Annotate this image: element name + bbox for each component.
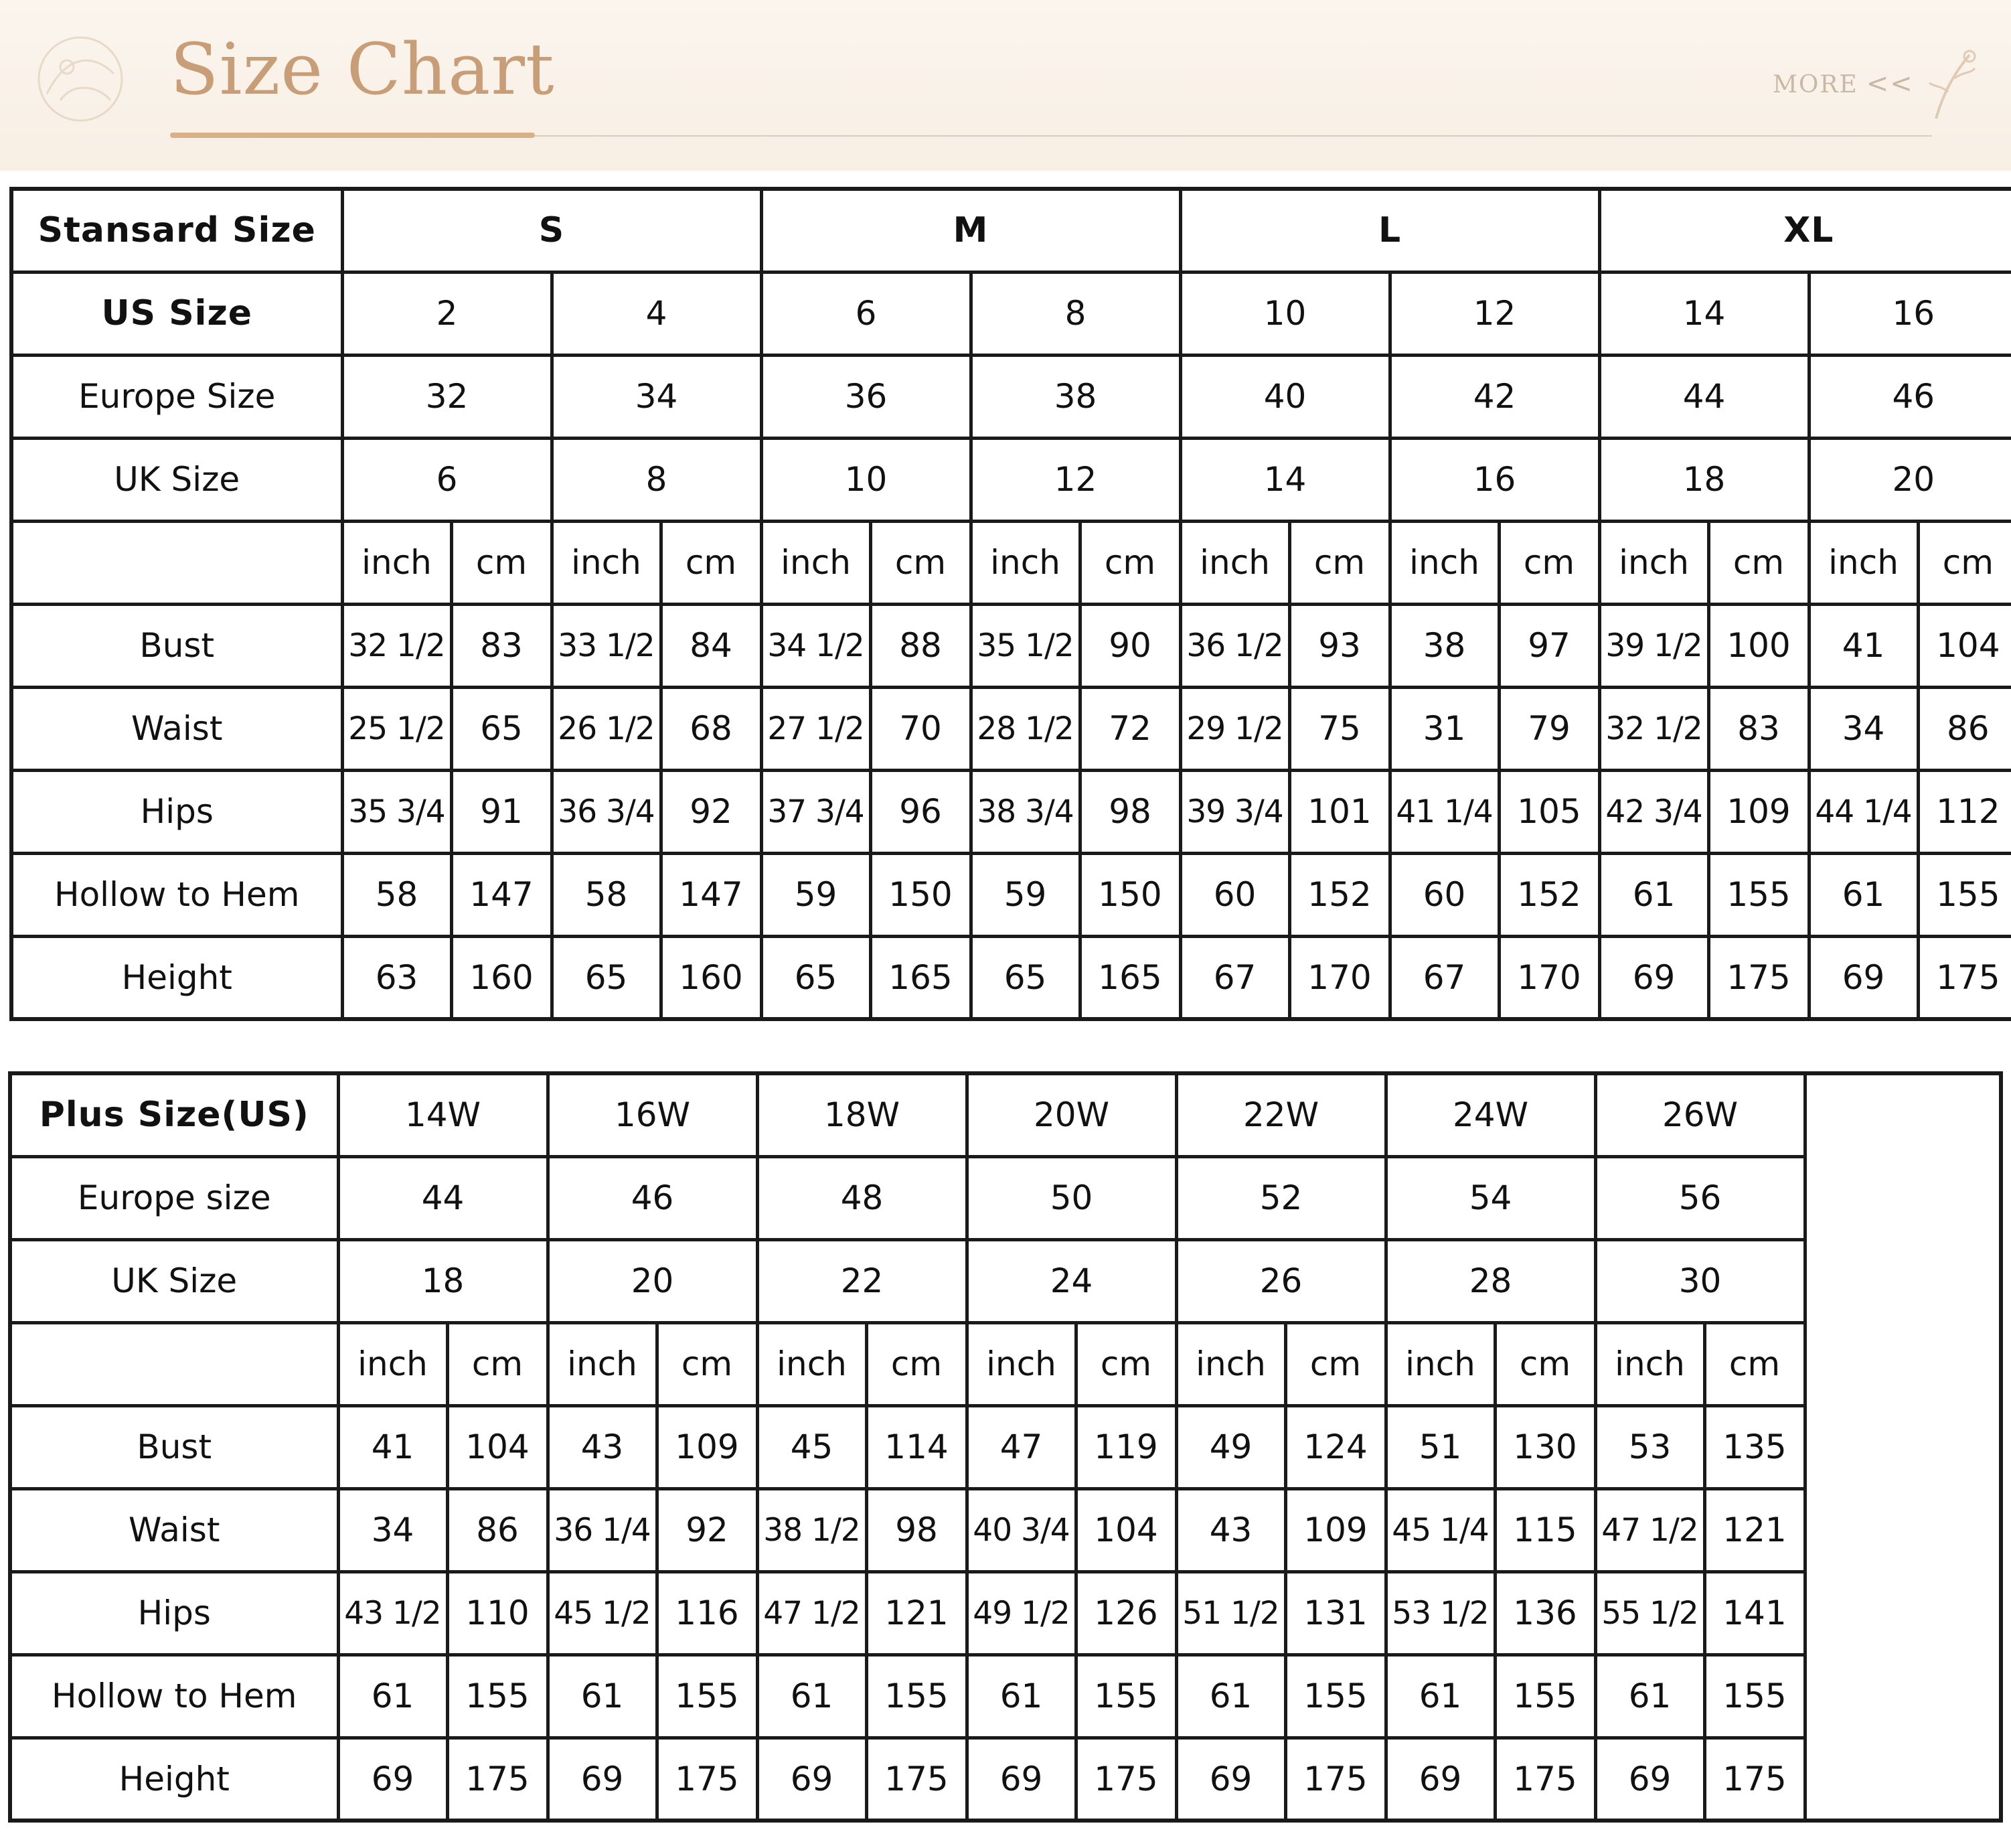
measurement-value: 67 [1180, 936, 1289, 1019]
measurement-value: 69 [1386, 1738, 1495, 1821]
measurement-value: 44 1/4 [1809, 770, 1918, 853]
measurement-value: 61 [1809, 853, 1918, 936]
plus-uk-size-cell: 18 [338, 1239, 548, 1322]
unit-inch: inch [1599, 521, 1708, 604]
measurement-value: 155 [447, 1654, 548, 1738]
measurement-value: 69 [548, 1738, 657, 1821]
measurement-value: 126 [1076, 1571, 1176, 1654]
unit-cm: cm [1499, 521, 1599, 604]
measurement-value: 63 [342, 936, 451, 1019]
measurement-value: 160 [661, 936, 761, 1019]
measurement-value: 84 [661, 604, 761, 687]
measurement-value: 43 [1176, 1488, 1285, 1571]
measurement-value: 58 [342, 853, 451, 936]
unit-inch: inch [1176, 1322, 1285, 1405]
size-group-l: L [1180, 189, 1599, 272]
measurement-value: 91 [451, 770, 552, 853]
measurement-value: 155 [1708, 853, 1809, 936]
unit-cm: cm [866, 1322, 967, 1405]
measurement-value: 79 [1499, 687, 1599, 770]
measurement-value: 53 1/2 [1386, 1571, 1495, 1654]
measurement-value: 32 1/2 [342, 604, 451, 687]
measurement-value: 88 [870, 604, 971, 687]
standard-measurements [11, 604, 2011, 1019]
measurement-value: 59 [761, 853, 870, 936]
unit-inch: inch [1390, 521, 1499, 604]
unit-inch: inch [1809, 521, 1918, 604]
measurement-value: 114 [866, 1405, 967, 1488]
measurement-value: 34 [1809, 687, 1918, 770]
uk-size-cell: 18 [1599, 438, 1809, 521]
measurement-value: 36 3/4 [552, 770, 661, 853]
us-size-cell: 8 [971, 272, 1180, 355]
measurement-value: 101 [1289, 770, 1390, 853]
europe-size-cell: 36 [761, 355, 971, 438]
measurement-value: 116 [657, 1571, 757, 1654]
us-size-row [11, 272, 2011, 355]
measurement-value: 105 [1499, 770, 1599, 853]
measurement-value: 38 1/2 [757, 1488, 866, 1571]
measurement-value: 27 1/2 [761, 687, 870, 770]
uk-size-cell: 10 [761, 438, 971, 521]
europe-size-cell: 32 [342, 355, 552, 438]
measurement-value: 104 [1076, 1488, 1176, 1571]
flower-sprig-icon [1923, 48, 1980, 122]
unit-cm: cm [1080, 521, 1180, 604]
unit-inch: inch [1180, 521, 1289, 604]
measurement-value: 83 [451, 604, 552, 687]
measurement-value: 36 1/4 [548, 1488, 657, 1571]
measurement-value: 67 [1390, 936, 1499, 1019]
measurement-row [11, 687, 2011, 770]
measurement-value: 175 [1076, 1738, 1176, 1821]
unit-inch: inch [552, 521, 661, 604]
measurement-value: 69 [1809, 936, 1918, 1019]
measurement-value: 45 1/2 [548, 1571, 657, 1654]
measurement-value: 61 [1595, 1654, 1704, 1738]
measurement-value: 175 [866, 1738, 967, 1821]
measurement-value: 104 [1918, 604, 2011, 687]
measurement-value: 135 [1704, 1405, 1805, 1488]
measurement-value: 165 [1080, 936, 1180, 1019]
measurement-value: 92 [661, 770, 761, 853]
unit-cm: cm [451, 521, 552, 604]
measurement-value: 109 [1708, 770, 1809, 853]
measurement-value: 61 [338, 1654, 447, 1738]
measurement-value: 115 [1495, 1488, 1595, 1571]
unit-inch: inch [1595, 1322, 1704, 1405]
more-link[interactable] [1773, 68, 1914, 99]
plus-size-label: Plus Size(US) [10, 1073, 338, 1156]
unit-cm: cm [657, 1322, 757, 1405]
measurement-value: 175 [447, 1738, 548, 1821]
measurement-value: 38 [1390, 604, 1499, 687]
measurement-value: 43 1/2 [338, 1571, 447, 1654]
uk-size-cell: 8 [552, 438, 761, 521]
measurement-label: Hips [11, 770, 342, 853]
plus-uk-size-cell: 20 [548, 1239, 757, 1322]
measurement-value: 147 [661, 853, 761, 936]
us-size-cell: 10 [1180, 272, 1390, 355]
size-group-s: S [342, 189, 761, 272]
us-size-cell: 16 [1809, 272, 2011, 355]
measurement-value: 93 [1289, 604, 1390, 687]
unit-inch: inch [971, 521, 1080, 604]
measurement-value: 97 [1499, 604, 1599, 687]
measurement-row [11, 604, 2011, 687]
measurement-value: 61 [1599, 853, 1708, 936]
measurement-value: 155 [1076, 1654, 1176, 1738]
measurement-value: 28 1/2 [971, 687, 1080, 770]
unit-cm: cm [447, 1322, 548, 1405]
measurement-value: 69 [757, 1738, 866, 1821]
measurement-value: 98 [866, 1488, 967, 1571]
measurement-value: 150 [870, 853, 971, 936]
double-chevron-left-icon: << [1866, 68, 1914, 99]
measurement-label: Hollow to Hem [11, 853, 342, 936]
measurement-value: 35 3/4 [342, 770, 451, 853]
measurement-value: 53 [1595, 1405, 1704, 1488]
measurement-value: 61 [967, 1654, 1076, 1738]
measurement-value: 65 [761, 936, 870, 1019]
size-group-xl: XL [1599, 189, 2011, 272]
measurement-row [10, 1571, 2001, 1654]
measurement-value: 69 [1595, 1738, 1704, 1821]
measurement-value: 136 [1495, 1571, 1595, 1654]
us-size-label: US Size [11, 272, 342, 355]
measurement-row [11, 853, 2011, 936]
measurement-value: 65 [971, 936, 1080, 1019]
measurement-value: 131 [1285, 1571, 1386, 1654]
measurement-value: 61 [548, 1654, 657, 1738]
measurement-value: 69 [338, 1738, 447, 1821]
measurement-value: 170 [1289, 936, 1390, 1019]
measurement-label: Waist [10, 1488, 338, 1571]
measurement-value: 141 [1704, 1571, 1805, 1654]
measurement-value: 109 [1285, 1488, 1386, 1571]
plus-unit-row-blank [10, 1322, 338, 1405]
measurement-value: 155 [1704, 1654, 1805, 1738]
us-size-cell: 4 [552, 272, 761, 355]
plus-measurements [10, 1405, 2001, 1821]
europe-size-cell: 44 [1599, 355, 1809, 438]
plus-uk-size-cell: 28 [1386, 1239, 1595, 1322]
unit-inch: inch [342, 521, 451, 604]
measurement-value: 175 [1704, 1738, 1805, 1821]
unit-cm: cm [1285, 1322, 1386, 1405]
measurement-value: 26 1/2 [552, 687, 661, 770]
unit-cm: cm [1495, 1322, 1595, 1405]
plus-table-empty-area [1805, 1073, 2001, 1405]
measurement-value: 43 [548, 1405, 657, 1488]
plus-us-size-cell: 16W [548, 1073, 757, 1156]
measurement-value: 41 [1809, 604, 1918, 687]
measurement-value: 65 [451, 687, 552, 770]
plus-uk-size-label: UK Size [10, 1239, 338, 1322]
measurement-value: 150 [1080, 853, 1180, 936]
plus-uk-size-cell: 26 [1176, 1239, 1386, 1322]
floral-ornament-icon [20, 27, 141, 127]
measurement-value: 34 [338, 1488, 447, 1571]
measurement-value: 92 [657, 1488, 757, 1571]
us-size-cell: 6 [761, 272, 971, 355]
plus-uk-size-row [10, 1239, 2001, 1322]
measurement-value: 41 [338, 1405, 447, 1488]
europe-size-row [11, 355, 2011, 438]
measurement-value: 152 [1289, 853, 1390, 936]
unit-cm: cm [1076, 1322, 1176, 1405]
measurement-value: 86 [447, 1488, 548, 1571]
uk-size-cell: 16 [1390, 438, 1599, 521]
us-size-cell: 14 [1599, 272, 1809, 355]
plus-europe-size-cell: 44 [338, 1156, 548, 1239]
uk-size-cell: 12 [971, 438, 1180, 521]
measurement-value: 49 1/2 [967, 1571, 1076, 1654]
measurement-label: Bust [11, 604, 342, 687]
measurement-value: 175 [1285, 1738, 1386, 1821]
measurement-value: 60 [1180, 853, 1289, 936]
measurement-value: 130 [1495, 1405, 1595, 1488]
measurement-value: 83 [1708, 687, 1809, 770]
measurement-value: 69 [1599, 936, 1708, 1019]
measurement-row [10, 1488, 2001, 1571]
measurement-value: 110 [447, 1571, 548, 1654]
unit-cm: cm [661, 521, 761, 604]
us-size-cell: 2 [342, 272, 552, 355]
measurement-label: Height [10, 1738, 338, 1821]
plus-europe-size-cell: 54 [1386, 1156, 1595, 1239]
measurement-value: 96 [870, 770, 971, 853]
measurement-value: 38 3/4 [971, 770, 1080, 853]
plus-size-table [8, 1071, 2003, 1823]
standard-size-label: Stansard Size [11, 189, 342, 272]
measurement-value: 124 [1285, 1405, 1386, 1488]
measurement-value: 65 [552, 936, 661, 1019]
measurement-value: 165 [870, 936, 971, 1019]
measurement-value: 155 [1918, 853, 2011, 936]
measurement-value: 112 [1918, 770, 2011, 853]
measurement-value: 55 1/2 [1595, 1571, 1704, 1654]
measurement-value: 33 1/2 [552, 604, 661, 687]
measurement-value: 100 [1708, 604, 1809, 687]
plus-uk-size-cell: 30 [1595, 1239, 1805, 1322]
measurement-label: Waist [11, 687, 342, 770]
measurement-value: 175 [1918, 936, 2011, 1019]
plus-us-size-cell: 18W [757, 1073, 967, 1156]
measurement-value: 40 3/4 [967, 1488, 1076, 1571]
measurement-value: 175 [1708, 936, 1809, 1019]
measurement-value: 29 1/2 [1180, 687, 1289, 770]
measurement-value: 42 3/4 [1599, 770, 1708, 853]
measurement-value: 152 [1499, 853, 1599, 936]
plus-unit-row [10, 1322, 2001, 1405]
measurement-row [11, 936, 2011, 1019]
unit-row [11, 521, 2011, 604]
measurement-label: Hollow to Hem [10, 1654, 338, 1738]
measurement-value: 155 [1495, 1654, 1595, 1738]
uk-size-row [11, 438, 2011, 521]
measurement-value: 37 3/4 [761, 770, 870, 853]
measurement-value: 47 1/2 [757, 1571, 866, 1654]
measurement-value: 61 [1176, 1654, 1285, 1738]
plus-uk-size-cell: 24 [967, 1239, 1176, 1322]
unit-inch: inch [967, 1322, 1076, 1405]
header-accent-rule [170, 133, 535, 138]
measurement-value: 155 [866, 1654, 967, 1738]
standard-size-table [9, 187, 2011, 1021]
plus-europe-size-cell: 46 [548, 1156, 757, 1239]
europe-size-cell: 46 [1809, 355, 2011, 438]
measurement-value: 72 [1080, 687, 1180, 770]
measurement-value: 49 [1176, 1405, 1285, 1488]
measurement-row [10, 1405, 2001, 1488]
plus-us-size-cell: 14W [338, 1073, 548, 1156]
measurement-value: 86 [1918, 687, 2011, 770]
measurement-value: 175 [1495, 1738, 1595, 1821]
plus-europe-size-row [10, 1156, 2001, 1239]
plus-us-size-cell: 26W [1595, 1073, 1805, 1156]
europe-size-cell: 42 [1390, 355, 1599, 438]
measurement-value: 35 1/2 [971, 604, 1080, 687]
measurement-value: 39 3/4 [1180, 770, 1289, 853]
plus-us-size-cell: 24W [1386, 1073, 1595, 1156]
measurement-value: 70 [870, 687, 971, 770]
measurement-value: 59 [971, 853, 1080, 936]
measurement-value: 69 [967, 1738, 1076, 1821]
europe-size-cell: 40 [1180, 355, 1390, 438]
size-group-row [11, 189, 2011, 272]
plus-us-size-cell: 20W [967, 1073, 1176, 1156]
uk-size-cell: 14 [1180, 438, 1390, 521]
unit-cm: cm [1918, 521, 2011, 604]
unit-inch: inch [1386, 1322, 1495, 1405]
unit-cm: cm [870, 521, 971, 604]
measurement-value: 51 [1386, 1405, 1495, 1488]
europe-size-cell: 34 [552, 355, 761, 438]
measurement-value: 25 1/2 [342, 687, 451, 770]
more-label: MORE [1773, 71, 1858, 98]
measurement-value: 90 [1080, 604, 1180, 687]
measurement-value: 170 [1499, 936, 1599, 1019]
measurement-value: 39 1/2 [1599, 604, 1708, 687]
uk-size-cell: 20 [1809, 438, 2011, 521]
measurement-value: 58 [552, 853, 661, 936]
measurement-row [10, 1654, 2001, 1738]
size-group-m: M [761, 189, 1180, 272]
uk-size-label: UK Size [11, 438, 342, 521]
plus-size-row [10, 1073, 2001, 1156]
measurement-value: 41 1/4 [1390, 770, 1499, 853]
plus-europe-size-cell: 56 [1595, 1156, 1805, 1239]
measurement-value: 175 [657, 1738, 757, 1821]
unit-inch: inch [761, 521, 870, 604]
measurement-value: 51 1/2 [1176, 1571, 1285, 1654]
measurement-value: 121 [1704, 1488, 1805, 1571]
measurement-value: 31 [1390, 687, 1499, 770]
measurement-value: 155 [1285, 1654, 1386, 1738]
measurement-value: 47 [967, 1405, 1076, 1488]
plus-us-size-cell: 22W [1176, 1073, 1386, 1156]
europe-size-cell: 38 [971, 355, 1180, 438]
measurement-value: 36 1/2 [1180, 604, 1289, 687]
measurement-value: 68 [661, 687, 761, 770]
measurement-label: Hips [10, 1571, 338, 1654]
measurement-value: 34 1/2 [761, 604, 870, 687]
unit-cm: cm [1708, 521, 1809, 604]
measurement-value: 147 [451, 853, 552, 936]
unit-cm: cm [1289, 521, 1390, 604]
measurement-label: Height [11, 936, 342, 1019]
measurement-value: 75 [1289, 687, 1390, 770]
uk-size-cell: 6 [342, 438, 552, 521]
us-size-cell: 12 [1390, 272, 1599, 355]
measurement-value: 98 [1080, 770, 1180, 853]
measurement-row [10, 1738, 2001, 1821]
measurement-value: 45 1/4 [1386, 1488, 1495, 1571]
measurement-value: 61 [1386, 1654, 1495, 1738]
measurement-value: 45 [757, 1405, 866, 1488]
measurement-value: 61 [757, 1654, 866, 1738]
measurement-row [11, 770, 2011, 853]
plus-europe-size-cell: 48 [757, 1156, 967, 1239]
measurement-value: 60 [1390, 853, 1499, 936]
unit-inch: inch [548, 1322, 657, 1405]
measurement-value: 32 1/2 [1599, 687, 1708, 770]
unit-row-blank [11, 521, 342, 604]
plus-europe-size-label: Europe size [10, 1156, 338, 1239]
plus-europe-size-cell: 52 [1176, 1156, 1386, 1239]
unit-inch: inch [757, 1322, 866, 1405]
page-title: Size Chart [170, 28, 555, 110]
unit-inch: inch [338, 1322, 447, 1405]
unit-cm: cm [1704, 1322, 1805, 1405]
measurement-value: 119 [1076, 1405, 1176, 1488]
measurement-value: 69 [1176, 1738, 1285, 1821]
size-chart-header [0, 0, 2011, 171]
measurement-value: 104 [447, 1405, 548, 1488]
measurement-value: 47 1/2 [1595, 1488, 1704, 1571]
measurement-value: 121 [866, 1571, 967, 1654]
measurement-value: 109 [657, 1405, 757, 1488]
measurement-value: 155 [657, 1654, 757, 1738]
europe-size-label: Europe Size [11, 355, 342, 438]
plus-europe-size-cell: 50 [967, 1156, 1176, 1239]
plus-uk-size-cell: 22 [757, 1239, 967, 1322]
measurement-value: 160 [451, 936, 552, 1019]
measurement-label: Bust [10, 1405, 338, 1488]
